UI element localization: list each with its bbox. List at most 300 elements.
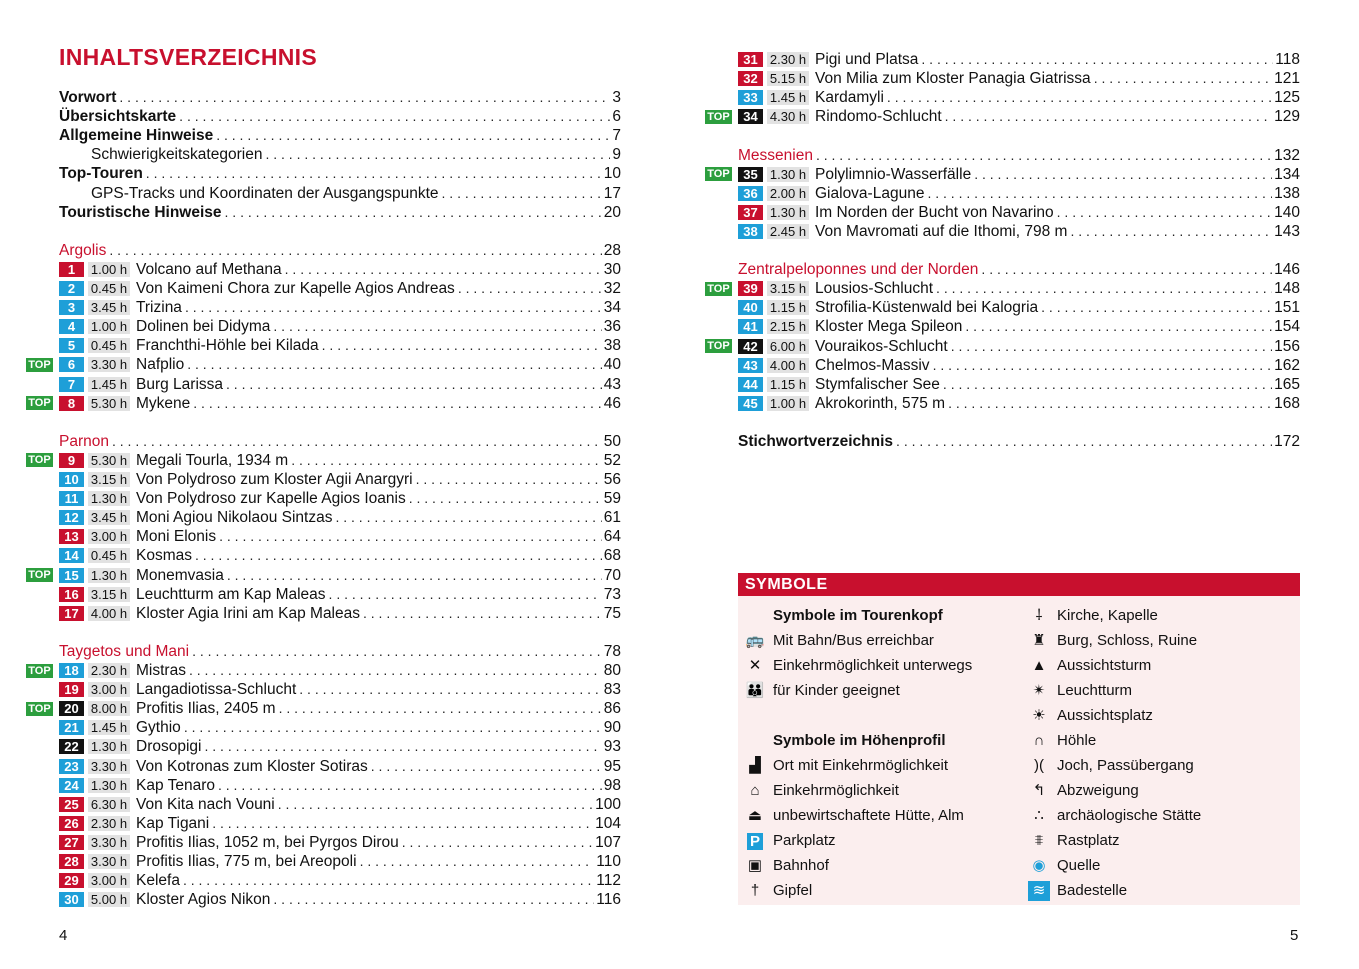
tour-duration: 1.00 h (88, 319, 130, 334)
toc-entry-page: 86 (603, 700, 621, 718)
toc-entry-page: 151 (1274, 299, 1300, 317)
junction-icon: ↰ (1032, 782, 1046, 799)
viewpoint-icon: ☀ (1032, 707, 1046, 724)
leader-dots (219, 527, 602, 546)
leader-dots (299, 680, 601, 699)
toc-entry-label: Stymfalischer See (815, 375, 940, 393)
toc-front-entry (59, 184, 621, 203)
leader-dots (1094, 69, 1272, 88)
tour-number-badge: 26 (59, 816, 84, 831)
top-tour-badge: TOP (26, 453, 53, 467)
tour-number-badge: 45 (738, 396, 763, 411)
toc-entry-label: Langadiotissa-Schlucht (136, 681, 297, 699)
toc-entry-label: Megali Tourla, 1934 m (136, 451, 289, 469)
toc-tour-entry (59, 871, 621, 890)
symbol-label: Aussichtsturm (1057, 657, 1152, 674)
leader-dots (442, 184, 602, 203)
toc-entry-label: Von Kaimeni Chora zur Kapelle Agios Andreas (136, 280, 455, 297)
symbol-label: unbewirtschaftete Hütte, Alm (773, 807, 964, 824)
toc-tour-entry (738, 375, 1300, 394)
tour-duration: 2.45 h (767, 224, 809, 239)
symbol-group-heading: Symbole im Höhenprofil (773, 732, 946, 749)
leader-dots (265, 145, 610, 164)
toc-entry-label: Profitis Ilias, 775 m, bei Areopoli (136, 853, 357, 870)
toc-tour-entry (59, 661, 621, 680)
toc-entry-label: Von Milia zum Kloster Panagia Giatrissa (815, 70, 1091, 88)
tour-duration: 2.00 h (767, 186, 809, 201)
toc-entry-label: Vouraikos-Schlucht (815, 337, 948, 355)
symbol-entry (1028, 756, 1194, 776)
toc-front-entry (59, 145, 621, 164)
leader-dots (195, 546, 602, 565)
bathing-icon: ≋ (1028, 881, 1050, 901)
leader-dots (189, 661, 602, 680)
toc-entry-page: 148 (1274, 280, 1300, 298)
symbol-entry (1028, 831, 1120, 851)
symbol-label: Leuchtturm (1057, 682, 1133, 699)
toc-entry-label: Stichwortverzeichnis (738, 433, 894, 450)
toc-front-entry (59, 88, 621, 107)
toc-entry-page: 98 (603, 776, 621, 794)
leader-dots (218, 776, 602, 795)
toc-entry-label: Nafplio (136, 356, 185, 374)
tour-number-badge: 16 (59, 587, 84, 602)
leader-dots (184, 718, 602, 737)
symbol-label: archäologische Stätte (1057, 807, 1202, 824)
toc-entry-label: Mistras (136, 662, 186, 679)
symbol-label: Quelle (1057, 857, 1101, 874)
leader-dots (329, 585, 602, 604)
tour-number-badge: 32 (738, 71, 763, 86)
leader-dots (273, 317, 601, 336)
leader-dots (948, 394, 1272, 413)
leader-dots (360, 852, 595, 871)
cave-icon: ∩ (1033, 732, 1045, 749)
tour-number-badge: 25 (59, 797, 84, 812)
toc-entry-page: 59 (603, 490, 621, 508)
leader-dots (458, 279, 602, 298)
toc-tour-entry (59, 336, 621, 355)
toc-tour-entry (738, 107, 1300, 126)
leader-dots (179, 107, 610, 126)
toc-front-entry (59, 164, 621, 183)
tour-duration: 5.15 h (767, 71, 809, 86)
toc-tour-entry (59, 508, 621, 527)
tour-duration: 8.00 h (88, 701, 130, 716)
symbol-entry (1028, 881, 1127, 901)
symbol-label: Einkehrmöglichkeit unterwegs (773, 657, 973, 674)
toc-entry-page: 43 (603, 375, 621, 393)
tour-number-badge: 19 (59, 682, 84, 697)
picnic-icon: ⩨ (1034, 832, 1044, 849)
tour-duration: 4.00 h (88, 606, 130, 621)
leader-dots (291, 451, 602, 470)
leader-dots (204, 737, 601, 756)
leader-dots (119, 88, 610, 107)
toc-entry-label: GPS-Tracks und Koordinaten der Ausgangspunkte (91, 184, 439, 202)
archaeology-icon: ∴ (1034, 807, 1044, 824)
toc-entry-label: Von Polydroso zum Kloster Agii Anargyri (136, 471, 413, 488)
toc-tour-entry (59, 776, 621, 795)
tour-duration: 3.30 h (88, 854, 130, 869)
toc-tour-entry (59, 585, 621, 604)
top-tour-badge: TOP (705, 110, 732, 124)
leader-dots (943, 375, 1272, 394)
tour-number-badge: 21 (59, 720, 84, 735)
toc-tour-entry (59, 890, 621, 909)
toc-entry-label: Burg Larissa (136, 375, 224, 393)
toc-entry-label: Rindomo-Schlucht (815, 108, 942, 126)
cutlery-icon: ✕ (748, 657, 762, 674)
leader-dots (921, 50, 1273, 69)
tour-number-badge: 29 (59, 873, 84, 888)
symbol-entry (1028, 681, 1132, 701)
house-icon: ⌂ (750, 782, 760, 799)
tour-number-badge: 40 (738, 300, 763, 315)
symbol-group-heading: Symbole im Tourenkopf (773, 607, 943, 624)
leader-dots (192, 642, 602, 661)
symbol-label: Bahnhof (773, 857, 829, 874)
summit-cross-icon: † (750, 882, 760, 899)
toc-entry-label: Allgemeine Hinweise (59, 127, 214, 145)
tour-duration: 3.15 h (88, 587, 130, 602)
leader-dots (212, 814, 593, 833)
symbol-label: Aussichtsplatz (1057, 707, 1153, 724)
toc-entry-page: 38 (603, 337, 621, 355)
toc-entry-label: Drosopigi (136, 738, 202, 756)
symbol-entry (744, 656, 972, 676)
leader-dots (278, 795, 593, 814)
toc-entry-label: Profitis Ilias, 1052 m, bei Pyrgos Dirou (136, 833, 399, 851)
toc-entry-page: 9 (612, 146, 621, 164)
tour-duration: 3.00 h (88, 873, 130, 888)
toc-entry-page: 104 (595, 814, 621, 832)
symbol-label: Burg, Schloss, Ruine (1057, 632, 1198, 649)
toc-entry-page: 140 (1274, 203, 1300, 221)
toc-tour-entry (59, 680, 621, 699)
toc-entry-label: Taygetos und Mani (59, 642, 190, 660)
leader-dots (185, 298, 602, 317)
toc-entry-label: Franchthi-Höhle bei Kilada (136, 337, 319, 355)
toc-entry-label: Akrokorinth, 575 m (815, 394, 946, 412)
toc-entry-label: Gythio (136, 719, 181, 737)
top-tour-badge: TOP (26, 664, 53, 678)
toc-entry-page: 56 (603, 471, 621, 488)
toc-tour-entry (738, 69, 1300, 88)
toc-tour-entry (738, 394, 1300, 413)
leader-dots (363, 604, 602, 623)
leader-dots (896, 432, 1272, 451)
tour-number-badge: 13 (59, 529, 84, 544)
toc-tour-entry (59, 470, 621, 489)
toc-entry-page: 61 (603, 509, 621, 527)
tour-number-badge: 36 (738, 186, 763, 201)
toc-tour-entry (738, 279, 1300, 298)
toc-entry-label: Volcano auf Methana (136, 260, 282, 278)
toc-entry-page: 156 (1274, 337, 1300, 355)
symbol-legend-heading: SYMBOLE (738, 573, 1300, 596)
leader-dots (1041, 298, 1272, 317)
toc-entry-label: Parnon (59, 432, 109, 450)
leader-dots (409, 489, 602, 508)
tour-duration: 1.30 h (88, 568, 130, 583)
toc-entry-page: 93 (603, 738, 621, 756)
leader-dots (933, 356, 1273, 375)
toc-entry-label: Mykene (136, 394, 191, 412)
toc-entry-page: 70 (603, 566, 621, 584)
leader-dots (225, 203, 602, 222)
tour-duration: 3.30 h (88, 835, 130, 850)
toc-entry-page: 168 (1274, 394, 1300, 412)
symbol-entry (1028, 706, 1153, 726)
toc-entry-page: 118 (1275, 51, 1300, 68)
tour-duration: 2.30 h (88, 816, 130, 831)
toc-entry-label: Kosmas (136, 547, 192, 565)
tour-duration: 1.15 h (767, 377, 809, 392)
tour-duration: 1.30 h (88, 491, 130, 506)
tour-duration: 1.30 h (767, 167, 809, 182)
toc-entry-page: 80 (603, 662, 621, 679)
top-tour-badge: TOP (26, 568, 53, 582)
toc-entry-page: 75 (603, 604, 621, 622)
toc-entry-page: 112 (596, 872, 621, 890)
tour-duration: 3.00 h (88, 529, 130, 544)
tour-duration: 3.15 h (88, 472, 130, 487)
toc-entry-page: 17 (603, 184, 621, 202)
tour-number-badge: 10 (59, 472, 84, 487)
symbol-entry (1028, 631, 1197, 651)
tour-number-badge: 23 (59, 759, 84, 774)
toc-entry-page: 100 (595, 795, 621, 813)
symbol-label: Badestelle (1057, 882, 1128, 899)
leader-dots (112, 432, 602, 451)
toc-section-heading (738, 260, 1300, 279)
bus-icon: 🚌 (745, 632, 765, 649)
toc-entry-label: Top-Touren (59, 165, 143, 183)
toc-entry-page: 34 (603, 299, 621, 317)
toc-entry-label: Von Polydroso zur Kapelle Agios Ioanis (136, 490, 406, 508)
tour-number-badge: 33 (738, 90, 763, 105)
leader-dots (974, 165, 1272, 184)
tour-duration: 1.30 h (88, 778, 130, 793)
leader-dots (216, 126, 610, 145)
symbol-label: Einkehrmöglichkeit (773, 782, 899, 799)
tour-number-badge: 7 (59, 377, 84, 392)
tour-number-badge: 6 (59, 357, 84, 372)
tour-duration: 6.30 h (88, 797, 130, 812)
toc-tour-entry (59, 451, 621, 470)
tour-duration: 4.30 h (767, 109, 809, 124)
tour-number-badge: 4 (59, 319, 84, 334)
toc-entry-label: Schwierigkeitskategorien (91, 146, 263, 164)
train-icon: ▣ (747, 857, 763, 874)
toc-entry-page: 129 (1274, 108, 1300, 126)
toc-entry-page: 125 (1274, 89, 1300, 107)
symbol-entry (744, 856, 829, 876)
tour-duration: 1.30 h (88, 739, 130, 754)
toc-entry-label: Profitis Ilias, 2405 m (136, 700, 276, 718)
tour-number-badge: 5 (59, 338, 84, 353)
tour-number-badge: 8 (59, 396, 84, 411)
toc-entry-page: 64 (603, 528, 621, 546)
toc-entry-label: Zentralpeloponnes und der Norden (738, 261, 979, 279)
toc-tour-entry (59, 814, 621, 833)
toc-tour-entry (59, 546, 621, 565)
tour-number-badge: 22 (59, 739, 84, 754)
lighthouse-icon: ✴ (1032, 682, 1046, 699)
symbol-entry (1028, 856, 1100, 876)
tour-duration: 1.30 h (767, 205, 809, 220)
tour-duration: 1.00 h (767, 396, 809, 411)
tour-number-badge: 24 (59, 778, 84, 793)
symbol-entry (744, 831, 836, 851)
toc-tour-entry (59, 852, 621, 871)
toc-entry-label: Kardamyli (815, 89, 884, 107)
toc-entry-page: 165 (1274, 375, 1300, 393)
symbol-label: Joch, Passübergang (1057, 757, 1194, 774)
toc-tour-entry (59, 279, 621, 298)
leader-dots (936, 279, 1272, 298)
toc-entry-page: 143 (1274, 222, 1300, 240)
tour-duration: 3.30 h (88, 357, 130, 372)
toc-tour-entry (738, 184, 1300, 203)
toc-tour-entry (738, 298, 1300, 317)
leader-dots (193, 394, 601, 413)
toc-entry-page: 110 (596, 853, 621, 870)
tour-duration: 2.30 h (88, 663, 130, 678)
tour-duration: 2.30 h (767, 52, 809, 67)
toc-section-heading (59, 642, 621, 661)
toc-entry-label: Strofilia-Küstenwald bei Kalogria (815, 299, 1039, 317)
leader-dots (1057, 203, 1272, 222)
toc-entry-label: Monemvasia (136, 566, 224, 584)
tour-duration: 3.45 h (88, 510, 130, 525)
leader-dots (371, 757, 602, 776)
top-tour-badge: TOP (26, 702, 53, 716)
toc-entry-label: Moni Elonis (136, 528, 217, 546)
tour-number-badge: 3 (59, 300, 84, 315)
tour-number-badge: 15 (59, 568, 84, 583)
top-tour-badge: TOP (26, 396, 53, 410)
toc-entry-page: 83 (603, 681, 621, 699)
castle-icon: ♜ (1032, 632, 1046, 649)
tour-number-badge: 12 (59, 510, 84, 525)
symbol-label: Ort mit Einkehrmöglichkeit (773, 757, 949, 774)
tour-number-badge: 1 (59, 262, 84, 277)
toc-entry-label: Kelefa (136, 872, 180, 890)
toc-entry-page: 6 (612, 108, 621, 126)
leader-dots (816, 146, 1272, 165)
toc-tour-entry (59, 355, 621, 374)
tour-number-badge: 38 (738, 224, 763, 239)
tour-duration: 0.45 h (88, 548, 130, 563)
tour-number-badge: 44 (738, 377, 763, 392)
toc-entry-page: 95 (603, 757, 621, 775)
tour-duration: 1.15 h (767, 300, 809, 315)
toc-entry-label: Im Norden der Bucht von Navarino (815, 203, 1054, 221)
symbol-entry (744, 631, 934, 651)
tour-number-badge: 35 (738, 167, 763, 182)
toc-tour-entry (738, 88, 1300, 107)
toc-entry-label: Von Mavromati auf die Ithomi, 798 m (815, 222, 1068, 240)
symbol-entry (1028, 656, 1151, 676)
tour-duration: 3.00 h (88, 682, 130, 697)
toc-tour-entry (59, 833, 621, 852)
tour-number-badge: 11 (59, 491, 84, 506)
leader-dots (335, 508, 601, 527)
spring-icon: ◉ (1032, 857, 1046, 874)
toc-entry-label: Messenien (738, 146, 813, 164)
toc-tour-entry (59, 394, 621, 413)
toc-entry-label: Touristische Hinweise (59, 203, 222, 221)
toc-tour-entry (738, 165, 1300, 184)
toc-index-entry (738, 432, 1300, 451)
toc-entry-page: 50 (603, 432, 621, 450)
tour-number-badge: 39 (738, 281, 763, 296)
toc-entry-label: Kap Tigani (136, 814, 210, 832)
toc-tour-entry (59, 527, 621, 546)
toc-entry-page: 36 (603, 318, 621, 336)
tour-duration: 0.45 h (88, 281, 130, 296)
symbol-entry (744, 756, 948, 776)
toc-entry-page: 90 (603, 719, 621, 737)
church-icon: ⸸ (1035, 607, 1043, 624)
tour-number-badge: 41 (738, 319, 763, 334)
toc-section-heading (59, 432, 621, 451)
page-number-left: 4 (59, 927, 68, 944)
top-tour-badge: TOP (705, 282, 732, 296)
leader-dots (279, 699, 602, 718)
toc-entry-label: Lousios-Schlucht (815, 280, 934, 298)
toc-entry-label: Pigi und Platsa (815, 51, 919, 68)
toc-entry-page: 7 (612, 127, 621, 145)
toc-tour-entry (59, 566, 621, 585)
toc-front-entry (59, 126, 621, 145)
toc-entry-page: 107 (595, 833, 621, 851)
tour-number-badge: 28 (59, 854, 84, 869)
toc-entry-label: Trizina (136, 299, 182, 317)
hut-icon: ⏏ (747, 807, 763, 824)
tour-duration: 5.30 h (88, 453, 130, 468)
leader-dots (227, 566, 602, 585)
toc-title: INHALTSVERZEICHNIS (59, 44, 317, 70)
symbol-entry (1028, 731, 1096, 751)
tour-duration: 3.15 h (767, 281, 809, 296)
toc-entry-label: Leuchtturm am Kap Maleas (136, 585, 326, 603)
symbol-entry (744, 681, 900, 701)
toc-tour-entry (738, 337, 1300, 356)
tour-number-badge: 30 (59, 892, 84, 907)
tour-duration: 4.00 h (767, 358, 809, 373)
leader-dots (887, 88, 1272, 107)
leader-dots (1070, 222, 1272, 241)
toc-entry-label: Kap Tenaro (136, 776, 215, 794)
toc-entry-page: 162 (1274, 356, 1300, 374)
toc-entry-page: 78 (603, 642, 621, 660)
symbol-label: Gipfel (773, 882, 813, 899)
toc-entry-label: Kloster Agios Nikon (136, 891, 271, 909)
toc-entry-page: 146 (1274, 261, 1300, 279)
leader-dots (273, 890, 594, 909)
toc-entry-page: 154 (1274, 318, 1300, 336)
tour-duration: 5.00 h (88, 892, 130, 907)
leader-dots (187, 355, 602, 374)
leader-dots (416, 470, 602, 489)
toc-tour-entry (59, 757, 621, 776)
toc-section-heading (59, 241, 621, 260)
toc-entry-label: Kloster Agia Irini am Kap Maleas (136, 604, 360, 622)
toc-entry-page: 116 (596, 891, 621, 909)
